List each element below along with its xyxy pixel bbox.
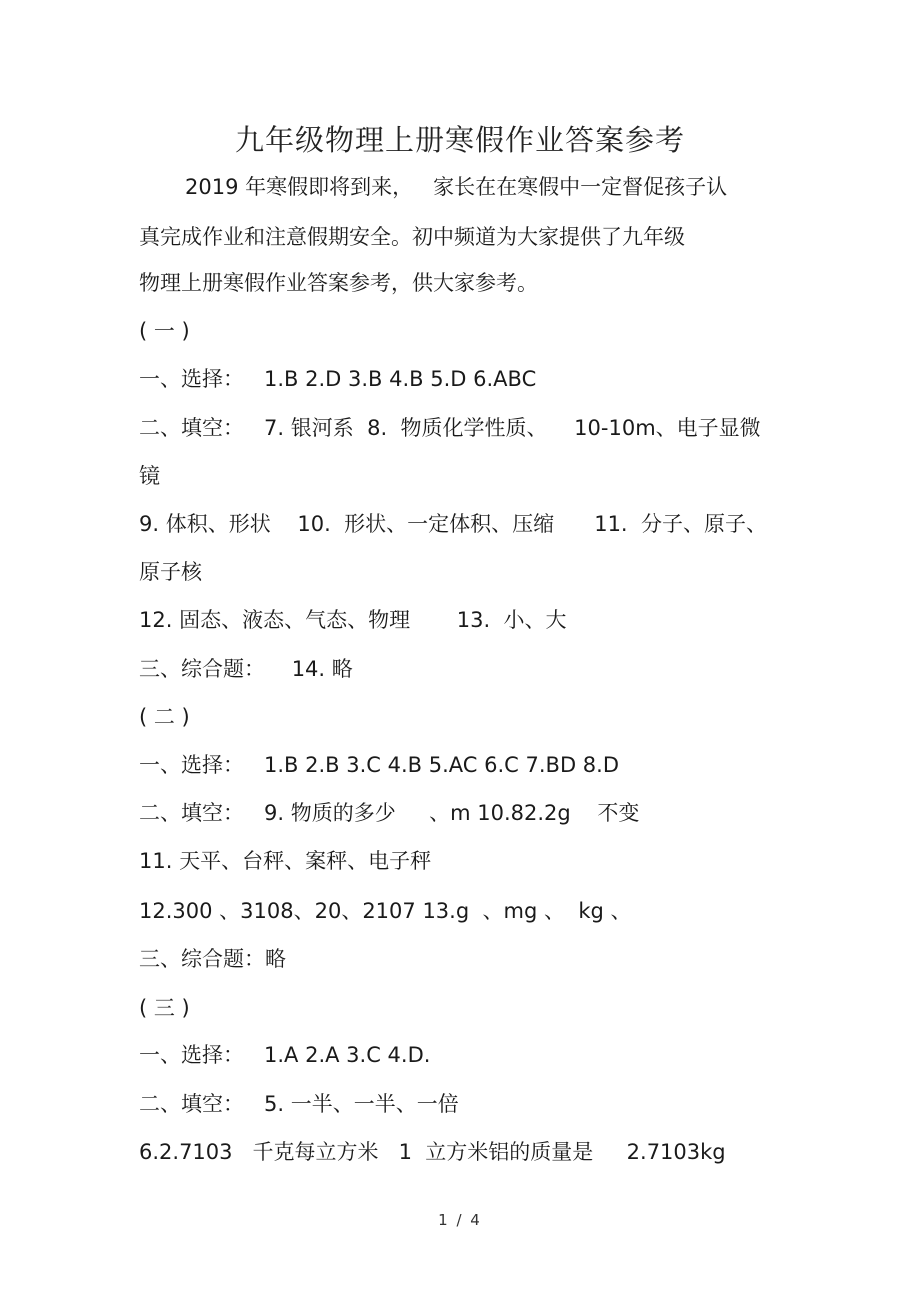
section-two-heading: ( 二 ) bbox=[139, 705, 190, 729]
section-three-fill-b: 6.2.7103 千克每立方米 1 立方米铝的质量是 2.7103kg bbox=[139, 1140, 726, 1164]
section-one-choice: 一、选择： 1.B 2.D 3.B 4.B 5.D 6.ABC bbox=[139, 367, 537, 391]
page-indicator: 1 / 4 bbox=[438, 1211, 482, 1229]
section-two-fill-b: 11. 天平、台秤、案秤、电子秤 bbox=[139, 849, 432, 873]
section-three-heading: ( 三 ) bbox=[139, 996, 190, 1020]
intro-line-2: 真完成作业和注意假期安全。初中频道为大家提供了九年级 bbox=[139, 225, 685, 249]
section-two-fill-a: 二、填空： 9. 物质的多少 、m 10.82.2g 不变 bbox=[139, 801, 640, 825]
intro-line-3: 物理上册寒假作业答案参考，供大家参考。 bbox=[139, 271, 538, 295]
intro-line-1: 2019 年寒假即将到来， 家长在在寒假中一定督促孩子认 bbox=[185, 175, 728, 199]
section-one-fill-c: 9. 体积、形状 10. 形状、一定体积、压缩 11. 分子、原子、 bbox=[139, 512, 767, 536]
section-one-fill-b: 镜 bbox=[139, 464, 160, 488]
section-three-choice: 一、选择： 1.A 2.A 3.C 4.D. bbox=[139, 1043, 431, 1067]
section-one-fill-a: 二、填空： 7. 银河系 8. 物质化学性质、 10-10m、电子显微 bbox=[139, 416, 761, 440]
section-one-heading: ( 一 ) bbox=[139, 319, 190, 343]
document-title: 九年级物理上册寒假作业答案参考 bbox=[234, 123, 685, 157]
section-one-fill-e: 12. 固态、液态、气态、物理 13. 小、大 bbox=[139, 608, 567, 632]
section-two-fill-c: 12.300 、3108、20、2107 13.g 、mg 、 kg 、 bbox=[139, 899, 632, 923]
section-three-fill-a: 二、填空： 5. 一半、一半、一倍 bbox=[139, 1092, 459, 1116]
section-two-choice: 一、选择： 1.B 2.B 3.C 4.B 5.AC 6.C 7.BD 8.D bbox=[139, 753, 619, 777]
section-one-fill-d: 原子核 bbox=[139, 560, 202, 584]
section-two-comprehensive: 三、综合题：略 bbox=[139, 947, 286, 971]
section-one-comprehensive: 三、综合题： 14. 略 bbox=[139, 657, 353, 681]
